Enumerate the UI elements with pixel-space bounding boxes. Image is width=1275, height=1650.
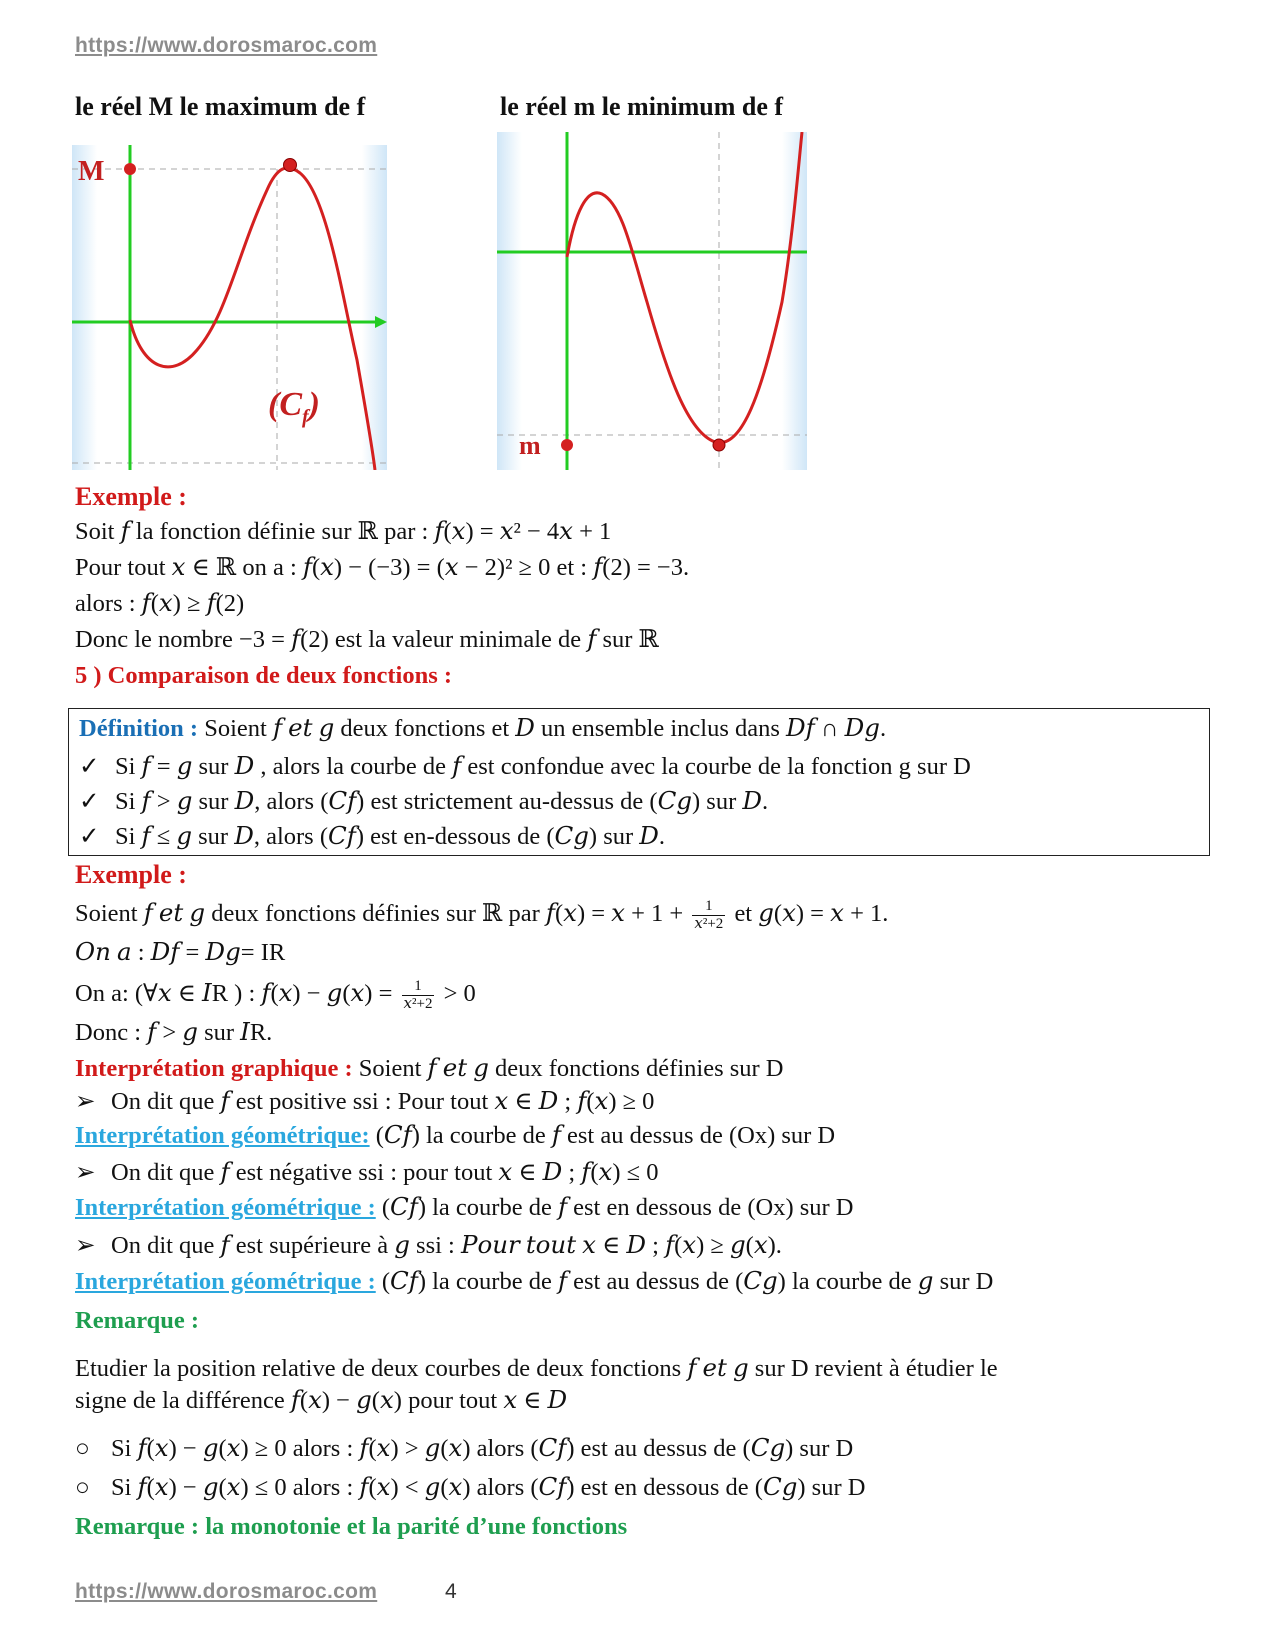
interp-point-text: On dit que 𝑓 est positive ssi : Pour tout 𝑥 ∈ 𝐷 ; 𝑓(𝑥) ≥ 0 [111,1088,655,1115]
interp-geo-line [75,1121,835,1151]
graph-minimum-svg [497,132,807,470]
example1-line2: Pour tout 𝑥 ∈ ℝ on a : 𝑓(𝑥) − (−3) = (𝑥 − 2)² ≥ 0 et : 𝑓(2) = −3. [75,554,690,581]
example2-line3-b: > 0 [443,980,476,1008]
caption-minimum: le réel m le minimum de f [500,92,784,121]
interp-geo-text: (𝐶𝑓) la courbe de 𝑓 est en dessous de (Ox) sur D [375,1194,854,1221]
definition-item [79,787,768,817]
interp-geo-text: (𝐶𝑓) la courbe de 𝑓 est au dessus de (𝐶𝑔) la courbe de 𝑔 sur D [375,1268,994,1295]
interp-point-text: On dit que 𝑓 est supérieure à 𝑔 ssi : 𝑃𝑜𝑢𝑟 𝑡𝑜𝑢𝑡 𝑥 ∈ 𝐷 ; 𝑓(𝑥) ≥ 𝑔(𝑥). [111,1232,782,1259]
circle-bullet-icon: ○ [75,1435,90,1462]
example2-line1-a: Soient 𝑓 𝑒𝑡 𝑔 deux fonctions définies sur ℝ par 𝑓(𝑥) = 𝑥 + 1 + [75,900,684,928]
remark2-title: Remarque : la monotonie et la parité d’une fonctions [75,1513,628,1540]
example2-title: Exemple : [75,860,187,889]
header-url[interactable]: https://www.dorosmaroc.com [75,34,378,57]
example2-line3 [75,978,476,1013]
fraction-denominator: 𝑥²+2 [403,996,433,1012]
label-cf: $(C_f)$ [268,386,320,428]
definition-item-text: Si 𝑓 ≤ 𝑔 sur 𝐷, alors (𝐶𝑓) est en-dessous de (𝐶𝑔) sur 𝐷. [115,823,666,850]
definition-intro: Soient 𝑓 𝑒𝑡 𝑔 deux fonctions et 𝐷 un ensemble inclus dans 𝐷𝑓 ∩ 𝐷𝑔. [198,715,887,742]
example1-line1: Soit 𝑓 la fonction définie sur ℝ par : 𝑓(𝑥) = 𝑥² − 4𝑥 + 1 [75,518,612,545]
definition-box [68,708,1210,856]
interp-title-line [75,1054,784,1084]
graph-background [72,145,387,470]
point-minimum [713,439,725,451]
example2-line3-a: On a: (∀𝑥 ∈ 𝐼R ) : 𝑓(𝑥) − 𝑔(𝑥) = [75,980,393,1008]
interp-point [75,1231,782,1261]
definition-intro-line [79,714,886,744]
example2-line2: 𝑂𝑛 𝑎 : 𝐷𝑓 = 𝐷𝑔= IR [75,939,286,966]
fraction-numerator: 1 [402,978,435,996]
interp-geo-line [75,1193,853,1223]
point-M-axis [124,163,136,175]
section5-title: 5 ) Comparaison de deux fonctions : [75,662,453,689]
point-maximum [284,159,297,172]
fraction-denominator: 𝑥²+2 [694,916,724,932]
page-number: 4 [445,1580,457,1603]
geo-interpretation-link[interactable]: Interprétation géométrique : [75,1194,376,1221]
example2-line1 [75,898,888,933]
interp-title: Interprétation graphique : [75,1055,353,1082]
example2-line4: Donc : 𝑓 > 𝑔 sur 𝐼R. [75,1019,273,1046]
graph-background [497,132,807,470]
interp-geo-line [75,1267,993,1297]
fraction-numerator: 1 [692,898,725,916]
label-M: M [78,156,105,187]
geo-interpretation-link[interactable]: Interprétation géométrique: [75,1122,370,1149]
fraction [692,898,725,933]
fraction [402,978,435,1013]
check-icon: ✓ [79,823,100,850]
caption-maximum: le réel M le maximum de f [75,92,366,121]
example1-line3: alors : 𝑓(𝑥) ≥ 𝑓(2) [75,590,245,617]
definition-label: Définition : [79,715,199,742]
definition-item [79,822,665,852]
example1-title: Exemple : [75,482,187,511]
definition-item [79,752,971,782]
circle-bullet-icon: ○ [75,1474,90,1501]
interp-point [75,1087,654,1117]
example1-line4: Donc le nombre −3 = 𝑓(2) est la valeur minimale de 𝑓 sur ℝ [75,626,659,653]
definition-item-text: Si 𝑓 = 𝑔 sur 𝐷 , alors la courbe de 𝑓 est confondue avec la courbe de la fonction g sur D [115,753,971,780]
graph-maximum-svg [72,145,387,470]
geo-interpretation-link[interactable]: Interprétation géométrique : [75,1268,376,1295]
check-icon: ✓ [79,788,100,815]
example2-line1-b: et 𝑔(𝑥) = 𝑥 + 1. [734,900,889,928]
arrow-bullet-icon: ➢ [75,1088,96,1115]
interp-point [75,1158,658,1188]
remark1-bullet-text: Si 𝑓(𝑥) − 𝑔(𝑥) ≤ 0 alors : 𝑓(𝑥) < 𝑔(𝑥) alors (𝐶𝑓) est en dessous de (𝐶𝑔) sur D [111,1474,866,1501]
graph-minimum [497,132,807,470]
interp-geo-text: (𝐶𝑓) la courbe de 𝑓 est au dessus de (Ox) sur D [369,1122,836,1149]
arrow-bullet-icon: ➢ [75,1159,96,1186]
graph-maximum [72,145,387,470]
point-m-axis [561,439,573,451]
label-m: m [519,431,541,460]
remark1-text2: signe de la différence 𝑓(𝑥) − 𝑔(𝑥) pour tout 𝑥 ∈ 𝐷 [75,1387,568,1414]
definition-item-text: Si 𝑓 > 𝑔 sur 𝐷, alors (𝐶𝑓) est strictement au-dessus de (𝐶𝑔) sur 𝐷. [115,788,769,815]
remark1-text1: Etudier la position relative de deux courbes de deux fonctions 𝑓 𝑒𝑡 𝑔 sur D revient à étudier le [75,1355,998,1382]
remark1-bullet [75,1434,853,1464]
remark1-bullet-text: Si 𝑓(𝑥) − 𝑔(𝑥) ≥ 0 alors : 𝑓(𝑥) > 𝑔(𝑥) alors (𝐶𝑓) est au dessus de (𝐶𝑔) sur D [111,1435,854,1462]
remark1-bullet [75,1473,865,1503]
interp-point-text: On dit que 𝑓 est négative ssi : pour tout 𝑥 ∈ 𝐷 ; 𝑓(𝑥) ≤ 0 [111,1159,659,1186]
footer-url[interactable]: https://www.dorosmaroc.com [75,1580,378,1603]
arrow-bullet-icon: ➢ [75,1232,96,1259]
interp-intro: Soient 𝑓 𝑒𝑡 𝑔 deux fonctions définies sur D [352,1055,784,1082]
check-icon: ✓ [79,753,100,780]
remark1-title: Remarque : [75,1307,200,1334]
